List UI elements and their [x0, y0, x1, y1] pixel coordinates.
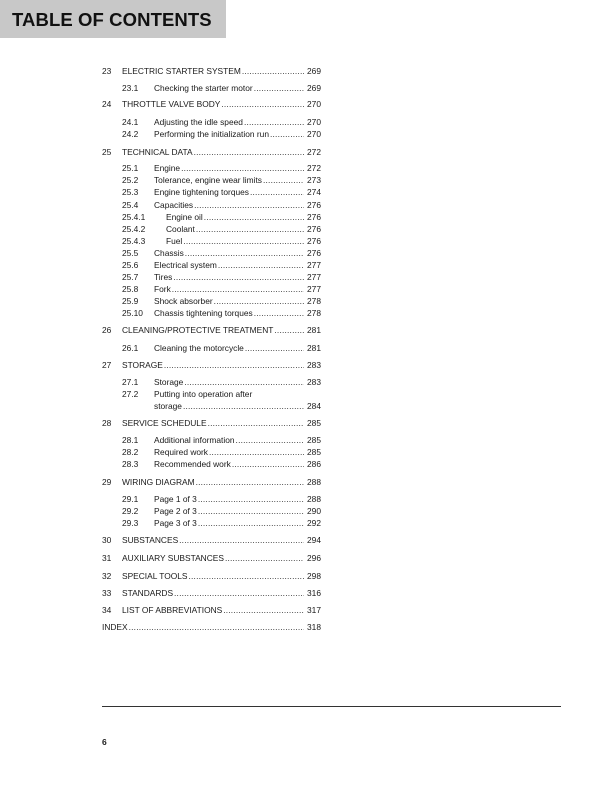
toc-entry-page: 318 [307, 622, 321, 632]
toc-dot-leader [185, 248, 304, 259]
toc-entry-number: 25.2 [122, 175, 139, 185]
toc-entry-title: ELECTRIC STARTER SYSTEM [122, 66, 241, 76]
toc-entry-number: 25.9 [122, 296, 139, 306]
toc-entry-page: 292 [307, 518, 321, 528]
toc-entry-number: 28.2 [122, 447, 139, 457]
toc-dot-leader [263, 175, 304, 186]
toc-entry[interactable] [0, 588, 612, 599]
toc-entry-title: Capacities [154, 200, 194, 210]
toc-entry[interactable] [0, 401, 612, 412]
toc-entry-title: Engine oil [166, 212, 203, 222]
toc-entry-number: 26.1 [122, 343, 139, 353]
toc-dot-leader [242, 66, 304, 77]
toc-entry-page: 276 [307, 200, 321, 210]
toc-entry-title: WIRING DIAGRAM [122, 477, 195, 487]
toc-entry-number: 27.1 [122, 377, 139, 387]
toc-entry[interactable] [0, 260, 612, 271]
toc-entry-title: Page 3 of 3 [154, 518, 197, 528]
toc-entry-number: 24.1 [122, 117, 139, 127]
toc-entry-page: 283 [307, 377, 321, 387]
toc-entry[interactable] [0, 175, 612, 186]
toc-entry-page: 277 [307, 272, 321, 282]
toc-dot-leader [270, 129, 304, 140]
toc-entry-title: Cleaning the motorcycle [154, 343, 244, 353]
toc-entry-number: 25.6 [122, 260, 139, 270]
footer-rule [102, 706, 561, 707]
toc-dot-leader [198, 494, 304, 505]
toc-entry-title: TECHNICAL DATA [122, 147, 193, 157]
toc-entry[interactable] [0, 435, 612, 446]
toc-entry-page: 317 [307, 605, 321, 615]
toc-entry-number: 33 [102, 588, 112, 598]
toc-entry-title: Tolerance, engine wear limits [154, 175, 262, 185]
toc-entry-title: AUXILIARY SUBSTANCES [122, 553, 224, 563]
toc-entry-title: Fuel [166, 236, 183, 246]
toc-entry[interactable] [0, 117, 612, 128]
toc-entry[interactable] [0, 494, 612, 505]
toc-entry[interactable] [0, 296, 612, 307]
toc-entry-page: 316 [307, 588, 321, 598]
toc-entry-title: Engine [154, 163, 181, 173]
toc-entry-page: 298 [307, 571, 321, 581]
toc-dot-leader [221, 99, 304, 110]
toc-dot-leader [196, 224, 304, 235]
toc-entry-number: 25.4.1 [122, 212, 146, 222]
toc-entry[interactable] [0, 535, 612, 546]
toc-entry[interactable] [0, 83, 612, 94]
toc-entry-title: THROTTLE VALVE BODY [122, 99, 221, 109]
toc-entry[interactable] [0, 506, 612, 517]
toc-entry[interactable] [0, 553, 612, 564]
toc-entry[interactable] [0, 325, 612, 336]
toc-dot-leader [209, 447, 304, 458]
toc-entry-page: 294 [307, 535, 321, 545]
toc-entry[interactable] [0, 236, 612, 247]
toc-entry-title: Engine tightening torques [154, 187, 249, 197]
toc-dot-leader [194, 200, 304, 211]
toc-entry[interactable] [0, 622, 612, 633]
toc-entry[interactable] [0, 360, 612, 371]
toc-dot-leader [184, 377, 304, 388]
toc-entry-number: 25.1 [122, 163, 139, 173]
toc-entry-number: 32 [102, 571, 112, 581]
toc-entry-number: 25.4 [122, 200, 139, 210]
toc-entry[interactable] [0, 308, 612, 319]
toc-entry[interactable] [0, 418, 612, 429]
toc-entry-title: storage [154, 401, 182, 411]
toc-entry-number: 25.4.2 [122, 224, 146, 234]
page-title: TABLE OF CONTENTS [12, 9, 212, 30]
page-number: 6 [102, 737, 107, 747]
toc-entry-number: 27.2 [122, 389, 139, 399]
toc-dot-leader [198, 518, 304, 529]
toc-dot-leader [214, 296, 304, 307]
toc-entry-page: 269 [307, 83, 321, 93]
toc-entry-page: 288 [307, 477, 321, 487]
toc-dot-leader [198, 506, 304, 517]
toc-entry-page: 276 [307, 248, 321, 258]
toc-entry-title: Coolant [166, 224, 195, 234]
toc-entry-number: 25 [102, 147, 112, 157]
toc-entry[interactable] [0, 571, 612, 582]
toc-entry-title: STANDARDS [122, 588, 174, 598]
toc-dot-leader [208, 418, 304, 429]
toc-entry[interactable] [0, 459, 612, 470]
toc-entry-page: 277 [307, 284, 321, 294]
toc-entry[interactable] [0, 343, 612, 354]
toc-dot-leader [188, 571, 304, 582]
toc-entry[interactable] [0, 248, 612, 259]
toc-entry-page: 283 [307, 360, 321, 370]
toc-entry[interactable] [0, 224, 612, 235]
toc-entry-page: 274 [307, 187, 321, 197]
toc-entry[interactable] [0, 147, 612, 158]
toc-dot-leader [183, 236, 304, 247]
toc-entry-title: SUBSTANCES [122, 535, 179, 545]
toc-entry-page: 281 [307, 343, 321, 353]
toc-entry[interactable] [0, 200, 612, 211]
toc-entry-number: 28 [102, 418, 112, 428]
toc-entry-number: 25.4.3 [122, 236, 146, 246]
toc-dot-leader [225, 553, 304, 564]
toc-entry-number: 29.2 [122, 506, 139, 516]
toc-entry-title: Performing the initialization run [154, 129, 269, 139]
toc-entry-page: 284 [307, 401, 321, 411]
toc-entry-number: 25.8 [122, 284, 139, 294]
toc-entry-title: Chassis [154, 248, 184, 258]
toc-entry[interactable] [0, 187, 612, 198]
toc-entry-title: Tires [154, 272, 173, 282]
toc-dot-leader [254, 83, 304, 94]
toc-entry-page: 273 [307, 175, 321, 185]
toc-dot-leader [172, 284, 304, 295]
header-bar [0, 0, 226, 38]
toc-entry-title: Storage [154, 377, 184, 387]
toc-entry-number: 24.2 [122, 129, 139, 139]
toc-entry-page: 278 [307, 308, 321, 318]
toc-dot-leader [181, 163, 304, 174]
toc-entry-title: Electrical system [154, 260, 217, 270]
toc-entry-title: Shock absorber [154, 296, 213, 306]
toc-entry-page: 285 [307, 447, 321, 457]
toc-entry-page: 290 [307, 506, 321, 516]
toc-dot-leader [218, 260, 304, 271]
toc-dot-leader [173, 272, 304, 283]
toc-entry-number: 29 [102, 477, 112, 487]
toc-entry[interactable] [0, 212, 612, 223]
toc-entry-number: 31 [102, 553, 112, 563]
toc-entry-title: Recommended work [154, 459, 231, 469]
toc-entry-number: 25.7 [122, 272, 139, 282]
toc-entry[interactable] [0, 99, 612, 110]
toc-entry-page: 278 [307, 296, 321, 306]
toc-entry-page: 296 [307, 553, 321, 563]
toc-entry-page: 270 [307, 99, 321, 109]
toc-entry-number: 28.1 [122, 435, 139, 445]
toc-entry[interactable] [0, 377, 612, 388]
toc-dot-leader [129, 622, 304, 633]
toc-entry-page: 276 [307, 224, 321, 234]
toc-entry-title: LIST OF ABBREVIATIONS [122, 605, 223, 615]
toc-dot-leader [244, 117, 304, 128]
toc-dot-leader [174, 588, 304, 599]
toc-dot-leader [204, 212, 304, 223]
toc-entry-page: 270 [307, 129, 321, 139]
toc-dot-leader [245, 343, 304, 354]
toc-entry-title: Required work [154, 447, 208, 457]
toc-entry-title: SPECIAL TOOLS [122, 571, 188, 581]
toc-entry-title: Putting into operation after [154, 389, 253, 399]
toc-dot-leader [194, 147, 304, 158]
toc-entry-page: 272 [307, 163, 321, 173]
toc-entry[interactable] [0, 66, 612, 77]
toc-entry-number: 30 [102, 535, 112, 545]
toc-entry-title: Page 1 of 3 [154, 494, 197, 504]
toc-entry-page: 285 [307, 418, 321, 428]
toc-entry-number: 24 [102, 99, 112, 109]
toc-entry-number: 27 [102, 360, 112, 370]
toc-entry-page: 277 [307, 260, 321, 270]
toc-entry-page: 288 [307, 494, 321, 504]
toc-entry-number: 23 [102, 66, 112, 76]
toc-dot-leader [179, 535, 304, 546]
toc-entry-number: 26 [102, 325, 112, 335]
toc-entry-number: 25.10 [122, 308, 143, 318]
toc-entry-title: Checking the starter motor [154, 83, 253, 93]
toc-dot-leader [183, 401, 304, 412]
toc-entry-title: Page 2 of 3 [154, 506, 197, 516]
toc-entry-page: 270 [307, 117, 321, 127]
toc-dot-leader [164, 360, 304, 371]
toc-entry-title: STORAGE [122, 360, 163, 370]
toc-entry[interactable] [0, 284, 612, 295]
toc-dot-leader [254, 308, 304, 319]
toc-entry-number: 23.1 [122, 83, 139, 93]
toc-entry-page: 276 [307, 236, 321, 246]
toc-entry[interactable] [0, 447, 612, 458]
toc-entry-number: 34 [102, 605, 112, 615]
toc-entry-number: 25.5 [122, 248, 139, 258]
toc-dot-leader [223, 605, 304, 616]
toc-entry-page: 272 [307, 147, 321, 157]
toc-dot-leader [236, 435, 304, 446]
toc-entry-title: Chassis tightening torques [154, 308, 253, 318]
toc-dot-leader [232, 459, 304, 470]
toc-entry-page: 285 [307, 435, 321, 445]
toc-entry[interactable] [0, 389, 612, 400]
toc-entry-number: 29.1 [122, 494, 139, 504]
toc-entry[interactable] [0, 518, 612, 529]
toc-entry-page: 276 [307, 212, 321, 222]
toc-entry-number: 29.3 [122, 518, 139, 528]
toc-entry[interactable] [0, 477, 612, 488]
toc-entry-page: 286 [307, 459, 321, 469]
toc-dot-leader [196, 477, 304, 488]
toc-entry[interactable] [0, 605, 612, 616]
toc-entry-page: 269 [307, 66, 321, 76]
toc-entry[interactable] [0, 272, 612, 283]
toc-entry-number: 25.3 [122, 187, 139, 197]
toc-entry[interactable] [0, 129, 612, 140]
toc-entry-number: 28.3 [122, 459, 139, 469]
toc-entry-title: Adjusting the idle speed [154, 117, 243, 127]
toc-dot-leader [250, 187, 304, 198]
toc-entry[interactable] [0, 163, 612, 174]
toc-entry-title: INDEX [102, 622, 128, 632]
toc-entry-title: CLEANING/PROTECTIVE TREATMENT [122, 325, 274, 335]
toc-entry-title: Fork [154, 284, 171, 294]
toc-entry-page: 281 [307, 325, 321, 335]
toc-dot-leader [274, 325, 304, 336]
toc-entry-title: SERVICE SCHEDULE [122, 418, 207, 428]
toc-entry-title: Additional information [154, 435, 235, 445]
